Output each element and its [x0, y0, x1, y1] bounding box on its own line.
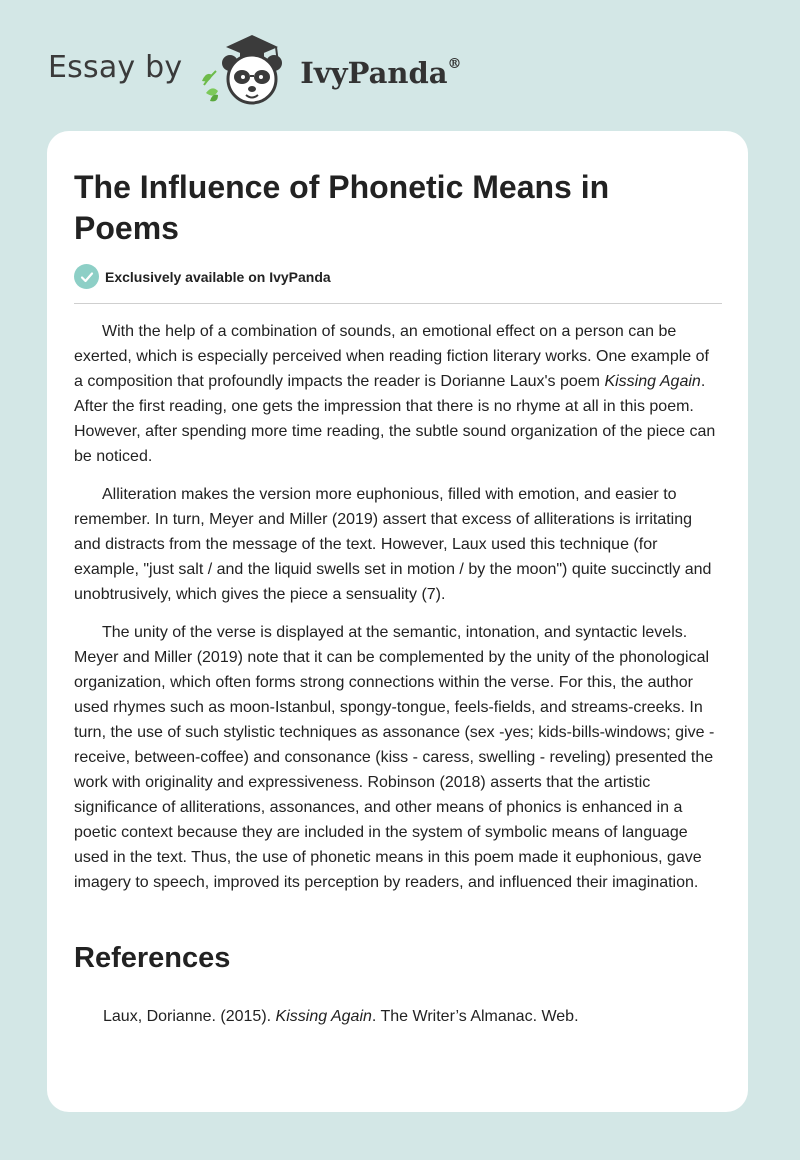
reference-entry	[103, 1004, 579, 1029]
checkmark-icon	[74, 264, 99, 289]
exclusive-badge	[74, 264, 331, 289]
article-body	[74, 319, 722, 908]
paragraph: The unity of the verse is displayed at the semantic, intonation, and syntactic levels. Meyer and Miller (2019) note that it can be complemented by the unity of the phonological organization, which often forms strong connections within the verse. For this, the author used rhymes such as moon-Istanbul, spongy-tongue, feels-fields, and streams-creeks. In turn, the use of such stylistic techniques as assonance (sex -yes; kids-bills-windows; give - receive, between-coffee) and consonance (kiss - caress, swelling - reveling) presented the work with originality and expressiveness. Robinson (2018) asserts that the artistic significance of alliterations, assonances, and other means of phonics is enhanced in a poetic context because they are included in the system of symbolic means of language used in the text. Thus, the use of phonetic means in this poem made it euphonious, gave imagery to speech, improved its perception by readers, and influenced their imagination.	[74, 624, 715, 891]
paragraph: Alliteration makes the version more euphonious, filled with emotion, and easier to remember. In turn, Meyer and Miller (2019) assert that excess of alliterations is irritating and distracts from the message of the text. However, Laux used this technique (for example, "just salt / and the liquid swells set in motion / by the moon") quite succinctly and unobtrusively, which gives the piece a sensuality (7).	[74, 486, 712, 603]
page-title: The Influence of Phonetic Means in Poems	[74, 169, 610, 246]
paragraph	[74, 319, 722, 469]
divider	[74, 303, 722, 304]
paragraph-text: With the help of a combination of sounds, an emotional effect on a person can be exerted, which is especially perceived when reading fiction literary works. One example of a composition that profoundly impacts the reader is Dorianne Laux's poem	[74, 323, 709, 390]
article-card	[47, 131, 748, 1112]
poem-title: Kissing Again	[604, 373, 701, 390]
badge-label: Exclusively available on IvyPanda	[105, 268, 331, 285]
brand-text: IvyPanda	[300, 56, 448, 90]
reference-text: Laux, Dorianne. (2015).	[103, 1008, 276, 1025]
references-heading: References	[74, 942, 231, 974]
registered-mark: ®	[447, 56, 462, 73]
site-header	[48, 30, 548, 110]
brand-name[interactable]	[300, 56, 461, 90]
essay-by-label: Essay by	[48, 49, 183, 85]
panda-logo-icon[interactable]	[196, 31, 292, 109]
reference-text: . The Writer’s Almanac. Web.	[371, 1008, 579, 1025]
reference-title: Kissing Again	[275, 1008, 372, 1025]
paragraph-text: . After the first reading, one gets the impression that there is no rhyme at all in this poem. However, after spending more time reading, the subtle sound organization of the piece can be noticed.	[74, 373, 716, 465]
